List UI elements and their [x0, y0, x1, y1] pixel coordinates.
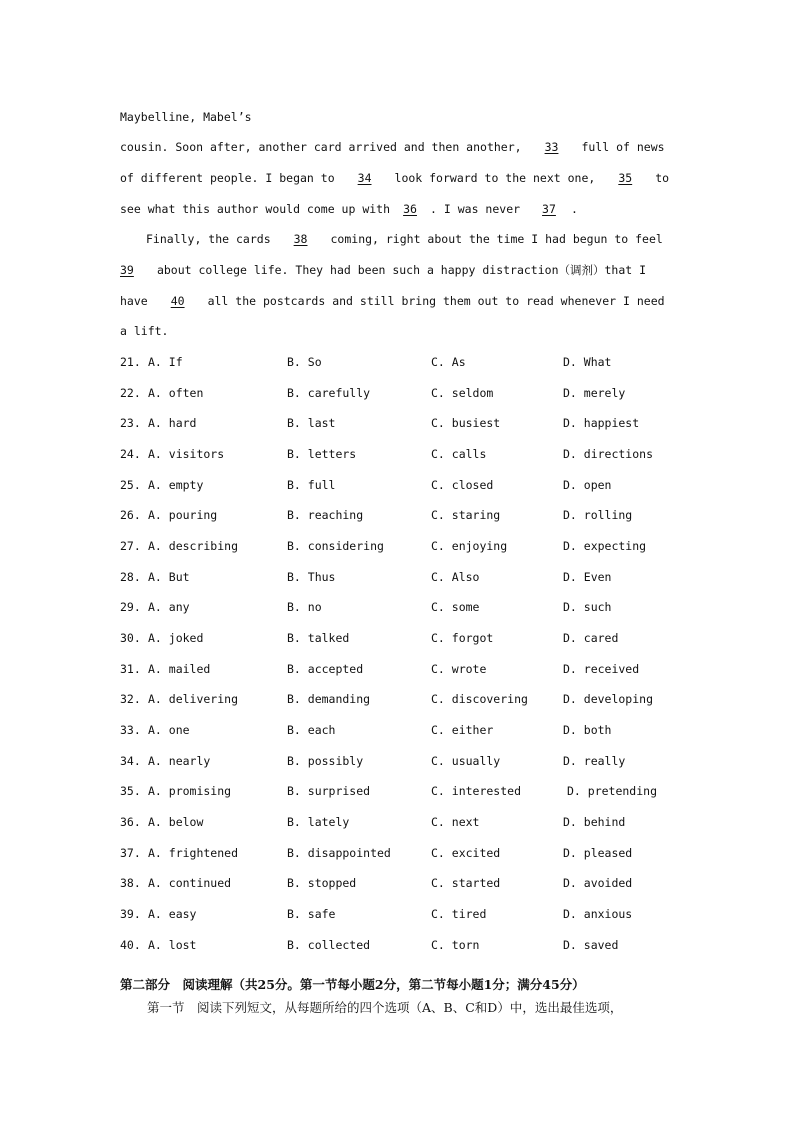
answer-blank-38: 38	[293, 232, 308, 246]
question-row	[120, 659, 680, 679]
option-a: A. joked	[148, 631, 204, 645]
answer-blank-40: 40	[170, 294, 185, 308]
passage-text: all the postcards and still bring them out to read whenever I need	[207, 294, 665, 308]
question-row	[120, 628, 680, 648]
option-d: D. What	[563, 355, 612, 369]
answer-blank-39: 39	[120, 263, 134, 277]
question-number: 40.	[120, 937, 141, 952]
option-d: D. anxious	[563, 907, 633, 922]
question-row	[120, 536, 680, 556]
question-number: 30.	[120, 631, 141, 645]
option-a: A. frightened	[148, 845, 239, 860]
question-row	[120, 597, 680, 617]
question-number: 21.	[120, 355, 141, 369]
answer-blank-33: 33	[544, 140, 559, 154]
option-d: D. received	[563, 661, 640, 676]
option-c: C. Also	[431, 569, 480, 584]
question-number: 38.	[120, 876, 141, 891]
answer-blank-36: 36	[403, 202, 417, 216]
option-b: B. collected	[287, 937, 371, 952]
option-a: A. mailed	[148, 661, 211, 676]
option-b: B. lately	[287, 815, 350, 829]
option-a: A. visitors	[148, 447, 225, 461]
option-b: B. considering	[287, 539, 384, 553]
passage-line	[120, 229, 676, 249]
option-a: A. continued	[148, 876, 232, 891]
option-c: C. busiest	[431, 416, 501, 431]
passage-text: see what this author would come up with	[120, 202, 391, 216]
passage-text: coming, right about the time I had begun to feel	[330, 232, 663, 246]
option-c: C. closed	[431, 477, 494, 492]
question-number: 39.	[120, 907, 141, 922]
passage-text: a lift.	[120, 324, 169, 338]
option-d: D. saved	[563, 937, 619, 952]
option-d: D. rolling	[563, 508, 633, 523]
option-d: D. happiest	[563, 416, 640, 431]
option-b: B. safe	[287, 907, 336, 922]
option-b: B. talked	[287, 631, 350, 645]
passage-text: Finally, the cards	[146, 232, 271, 246]
option-c: C. enjoying	[431, 539, 508, 553]
passage-line	[120, 199, 676, 219]
question-row	[120, 904, 680, 924]
option-c: C. either	[431, 723, 494, 737]
question-number: 24.	[120, 447, 141, 461]
question-number: 25.	[120, 477, 141, 492]
option-b: B. demanding	[287, 692, 371, 707]
question-number: 31.	[120, 661, 141, 676]
passage-line	[120, 321, 676, 341]
passage-text: .	[570, 202, 578, 216]
option-a: A. lost	[148, 937, 197, 952]
option-c: C. calls	[431, 447, 487, 461]
passage-text: look forward to the next one,	[394, 171, 596, 185]
option-a: A. delivering	[148, 692, 239, 707]
option-c: C. forgot	[431, 631, 494, 645]
answer-blank-34: 34	[357, 171, 372, 185]
question-row	[120, 689, 680, 709]
passage-text: to	[655, 171, 670, 185]
question-number: 22.	[120, 385, 141, 400]
passage-text: of different people. I began to	[120, 171, 335, 185]
passage-line	[120, 137, 676, 157]
option-c: C. seldom	[431, 385, 494, 400]
option-b: B. possibly	[287, 753, 364, 768]
subsection-title: 第一节	[147, 1000, 185, 1015]
option-b: B. surprised	[287, 784, 371, 799]
option-d: D. open	[563, 477, 612, 492]
question-number: 28.	[120, 569, 141, 584]
option-a: A. easy	[148, 907, 197, 922]
option-c: C. started	[431, 876, 501, 891]
option-d: D. directions	[563, 447, 654, 461]
passage-text: about college life. They had been such a happy distraction（调剂）that I	[156, 263, 647, 277]
passage-line	[120, 291, 676, 311]
option-a: A. hard	[148, 416, 197, 431]
option-c: C. excited	[431, 845, 501, 860]
option-c: C. some	[431, 600, 480, 615]
option-a: A. If	[148, 355, 183, 369]
question-number: 37.	[120, 845, 141, 860]
option-c: C. tired	[431, 907, 487, 922]
question-number: 26.	[120, 508, 141, 523]
option-c: C. wrote	[431, 661, 487, 676]
question-number: 36.	[120, 815, 141, 829]
question-row	[120, 781, 680, 801]
question-number: 32.	[120, 692, 141, 707]
question-row	[120, 720, 680, 740]
question-row	[120, 352, 680, 372]
option-b: B. letters	[287, 447, 357, 461]
option-c: C. As	[431, 355, 466, 369]
section-instruction	[120, 998, 680, 1018]
option-b: B. reaching	[287, 508, 364, 523]
passage-text: . I was never	[430, 202, 521, 216]
option-d: D. behind	[563, 815, 626, 829]
option-a: A. nearly	[148, 753, 211, 768]
question-row	[120, 873, 680, 893]
passage-text: Maybelline, Mabel’s	[120, 110, 252, 124]
option-a: A. often	[148, 385, 204, 400]
option-b: B. each	[287, 723, 336, 737]
option-d: D. avoided	[563, 876, 633, 891]
question-row	[120, 505, 680, 525]
option-a: A. one	[148, 723, 190, 737]
option-b: B. disappointed	[287, 845, 391, 860]
option-c: C. interested	[431, 784, 522, 799]
option-d: D. Even	[563, 569, 612, 584]
option-a: A. describing	[148, 539, 239, 553]
question-number: 34.	[120, 753, 141, 768]
option-b: B. Thus	[287, 569, 336, 584]
option-d: D. pretending	[567, 784, 658, 799]
passage-line	[120, 168, 676, 188]
option-a: A. any	[148, 600, 190, 615]
option-d: D. cared	[563, 631, 619, 645]
question-row	[120, 812, 680, 832]
option-a: A. pouring	[148, 508, 218, 523]
question-row	[120, 751, 680, 771]
option-b: B. stopped	[287, 876, 357, 891]
option-b: B. last	[287, 416, 336, 431]
option-b: B. So	[287, 355, 322, 369]
option-c: C. torn	[431, 937, 480, 952]
option-b: B. full	[287, 477, 336, 492]
section-heading: 第二部分 阅读理解（共25分。第一节每小题2分，第二节每小题1分；满分45分）	[120, 977, 585, 992]
answer-blank-35: 35	[618, 171, 633, 185]
question-row	[120, 444, 680, 464]
question-number: 29.	[120, 600, 141, 615]
option-d: D. both	[563, 723, 612, 737]
question-row	[120, 567, 680, 587]
option-d: D. really	[563, 753, 626, 768]
question-row	[120, 413, 680, 433]
option-d: D. such	[563, 600, 612, 615]
question-row	[120, 383, 680, 403]
passage-line	[120, 260, 676, 280]
option-c: C. staring	[431, 508, 501, 523]
question-number: 23.	[120, 416, 141, 431]
question-number: 33.	[120, 723, 141, 737]
question-number: 35.	[120, 784, 141, 799]
question-row	[120, 935, 680, 955]
passage-text: cousin. Soon after, another card arrived and then another,	[120, 140, 522, 154]
option-a: A. empty	[148, 477, 204, 492]
option-b: B. accepted	[287, 661, 364, 676]
option-d: D. merely	[563, 385, 626, 400]
passage-line	[120, 107, 676, 127]
option-b: B. carefully	[287, 385, 371, 400]
question-row	[120, 843, 680, 863]
option-b: B. no	[287, 600, 322, 615]
option-d: D. developing	[563, 692, 654, 707]
option-d: D. pleased	[563, 845, 633, 860]
option-a: A. promising	[148, 784, 232, 799]
option-c: C. discovering	[431, 692, 528, 707]
passage-text: full of news	[581, 140, 665, 154]
option-c: C. next	[431, 815, 480, 829]
question-row	[120, 475, 680, 495]
instruction-text: 阅读下列短文，从每题所给的四个选项（A、B、C和D）中，选出最佳选项，	[197, 1000, 623, 1015]
option-c: C. usually	[431, 753, 501, 768]
answer-blank-37: 37	[542, 202, 556, 216]
option-a: A. below	[148, 815, 204, 829]
passage-text: have	[120, 294, 148, 308]
question-number: 27.	[120, 539, 141, 553]
option-d: D. expecting	[563, 539, 647, 553]
option-a: A. But	[148, 569, 190, 584]
